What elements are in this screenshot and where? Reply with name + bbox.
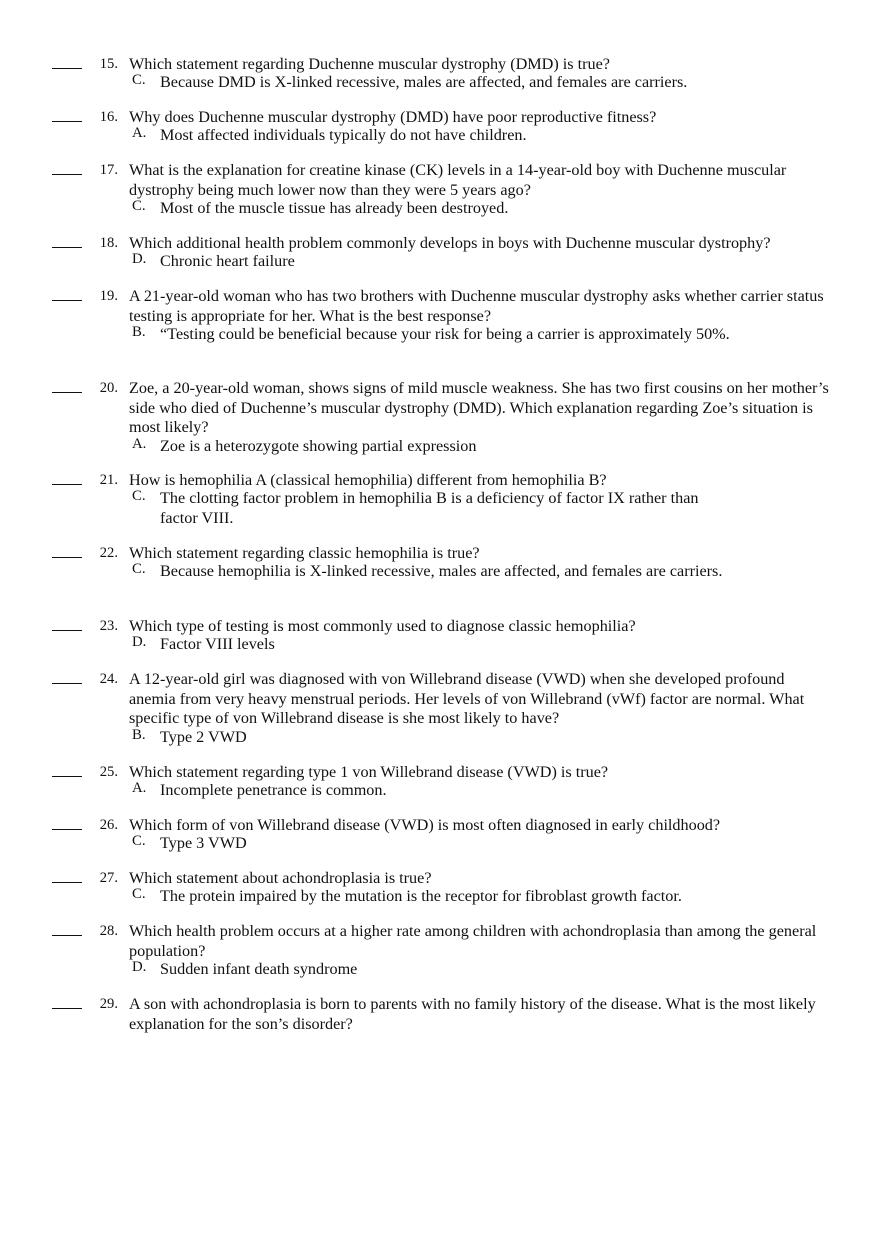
answer-line bbox=[0, 834, 880, 854]
question-26 bbox=[0, 816, 880, 852]
answer-blank[interactable] bbox=[52, 869, 82, 883]
answer-blank[interactable] bbox=[52, 816, 82, 830]
question-stem: How is hemophilia A (classical hemophilia) different from hemophilia B? bbox=[129, 471, 607, 489]
question-stem: What is the explanation for creatine kinase (CK) levels in a 14-year-old boy with Duchenne muscular dystrophy being much lower now than they were 5 years ago? bbox=[129, 161, 787, 199]
question-17 bbox=[0, 161, 880, 217]
answer-line bbox=[0, 73, 880, 93]
question-stem: A 12-year-old girl was diagnosed with von Willebrand disease (VWD) when she developed profound anemia from very heavy menstrual periods. Her levels of von Willebrand (vWf) factor are normal. What specific type of von Willebrand disease is she most likely to have? bbox=[129, 670, 805, 727]
question-stem: Which additional health problem commonly develops in boys with Duchenne muscular dystrophy? bbox=[129, 234, 771, 252]
question-28 bbox=[0, 922, 880, 978]
answer-text: “Testing could be beneficial because your risk for being a carrier is approximately 50%. bbox=[160, 325, 730, 343]
answer-letter: D. bbox=[132, 251, 147, 267]
answer-letter: D. bbox=[132, 959, 147, 975]
question-number: 15. bbox=[99, 56, 118, 72]
question-number: 22. bbox=[99, 545, 118, 561]
question-stem: Why does Duchenne muscular dystrophy (DMD) have poor reproductive fitness? bbox=[129, 108, 657, 126]
answer-line bbox=[0, 728, 880, 748]
question-stem: A 21-year-old woman who has two brothers with Duchenne muscular dystrophy asks whether carrier status testing is appropriate for her. What is the best response? bbox=[129, 287, 824, 325]
question-number: 17. bbox=[99, 162, 118, 178]
question-stem: Which statement regarding type 1 von Willebrand disease (VWD) is true? bbox=[129, 763, 609, 781]
answer-letter: A. bbox=[132, 125, 147, 141]
answer-line bbox=[0, 199, 880, 219]
question-stem: Which statement regarding classic hemophilia is true? bbox=[129, 544, 480, 562]
question-27 bbox=[0, 869, 880, 905]
answer-text: Factor VIII levels bbox=[160, 635, 275, 653]
answer-text: Zoe is a heterozygote showing partial expression bbox=[160, 437, 477, 455]
answer-line bbox=[0, 960, 880, 980]
answer-line bbox=[0, 635, 880, 655]
answer-letter: A. bbox=[132, 436, 147, 452]
question-stem: Zoe, a 20-year-old woman, shows signs of mild muscle weakness. She has two first cousins on her mother’s side who died of Duchenne’s muscular dystrophy (DMD). Which explanation regarding Zoe’s situation is most likely? bbox=[129, 379, 829, 436]
answer-blank[interactable] bbox=[52, 379, 82, 393]
question-number: 26. bbox=[99, 817, 118, 833]
question-15 bbox=[0, 55, 880, 91]
answer-line bbox=[0, 252, 880, 272]
question-21 bbox=[0, 471, 880, 527]
question-stem: Which statement regarding Duchenne muscular dystrophy (DMD) is true? bbox=[129, 55, 610, 73]
question-23 bbox=[0, 617, 880, 653]
answer-line bbox=[0, 562, 880, 582]
question-20 bbox=[0, 379, 880, 455]
answer-blank[interactable] bbox=[52, 55, 82, 69]
question-22 bbox=[0, 544, 880, 580]
answer-blank[interactable] bbox=[52, 161, 82, 175]
answer-letter: C. bbox=[132, 198, 146, 214]
question-number: 24. bbox=[99, 671, 118, 687]
answer-letter: B. bbox=[132, 727, 146, 743]
answer-text: Because DMD is X-linked recessive, males are affected, and females are carriers. bbox=[160, 73, 688, 91]
answer-blank[interactable] bbox=[52, 287, 82, 301]
answer-text: Most of the muscle tissue has already been destroyed. bbox=[160, 199, 509, 217]
answer-letter: C. bbox=[132, 561, 146, 577]
answer-letter: C. bbox=[132, 72, 146, 88]
question-number: 28. bbox=[99, 923, 118, 939]
question-number: 25. bbox=[99, 764, 118, 780]
answer-blank[interactable] bbox=[52, 544, 82, 558]
answer-line bbox=[0, 887, 880, 907]
question-number: 29. bbox=[99, 996, 118, 1012]
answer-letter: C. bbox=[132, 886, 146, 902]
answer-text: Incomplete penetrance is common. bbox=[160, 781, 387, 799]
answer-blank[interactable] bbox=[52, 995, 82, 1009]
answer-letter: A. bbox=[132, 780, 147, 796]
answer-blank[interactable] bbox=[52, 922, 82, 936]
question-number: 16. bbox=[99, 109, 118, 125]
question-25 bbox=[0, 763, 880, 799]
question-stem: Which form of von Willebrand disease (VWD) is most often diagnosed in early childhood? bbox=[129, 816, 721, 834]
answer-letter: C. bbox=[132, 488, 146, 504]
answer-letter: C. bbox=[132, 833, 146, 849]
question-number: 19. bbox=[99, 288, 118, 304]
question-16 bbox=[0, 108, 880, 144]
question-stem: Which health problem occurs at a higher rate among children with achondroplasia than among the general population? bbox=[129, 922, 817, 960]
answer-text: Most affected individuals typically do not have children. bbox=[160, 126, 527, 144]
question-stem: Which statement about achondroplasia is true? bbox=[129, 869, 432, 887]
question-number: 18. bbox=[99, 235, 118, 251]
answer-blank[interactable] bbox=[52, 471, 82, 485]
answer-text: Because hemophilia is X-linked recessive, males are affected, and females are carriers. bbox=[160, 562, 723, 580]
question-number: 20. bbox=[99, 380, 118, 396]
answer-line bbox=[0, 325, 880, 345]
question-number: 27. bbox=[99, 870, 118, 886]
answer-blank[interactable] bbox=[52, 670, 82, 684]
answer-text: Type 3 VWD bbox=[160, 834, 247, 852]
answer-blank[interactable] bbox=[52, 108, 82, 122]
answer-blank[interactable] bbox=[52, 617, 82, 631]
question-24 bbox=[0, 670, 880, 746]
question-stem: A son with achondroplasia is born to parents with no family history of the disease. What is the most likely explanation for the son’s disorder? bbox=[129, 995, 816, 1033]
answer-line bbox=[0, 126, 880, 146]
answer-text: Type 2 VWD bbox=[160, 728, 247, 746]
answer-text: Sudden infant death syndrome bbox=[160, 960, 358, 978]
answer-text: The protein impaired by the mutation is the receptor for fibroblast growth factor. bbox=[160, 887, 682, 905]
answer-text: The clotting factor problem in hemophilia B is a deficiency of factor IX rather than factor VIII. bbox=[160, 489, 699, 527]
answer-letter: D. bbox=[132, 634, 147, 650]
question-19 bbox=[0, 287, 880, 343]
answer-line bbox=[0, 437, 880, 457]
answer-letter: B. bbox=[132, 324, 146, 340]
question-stem: Which type of testing is most commonly used to diagnose classic hemophilia? bbox=[129, 617, 636, 635]
answer-text: Chronic heart failure bbox=[160, 252, 295, 270]
question-number: 21. bbox=[99, 472, 118, 488]
answer-line bbox=[0, 781, 880, 801]
question-number: 23. bbox=[99, 618, 118, 634]
question-18 bbox=[0, 234, 880, 270]
answer-blank[interactable] bbox=[52, 763, 82, 777]
answer-blank[interactable] bbox=[52, 234, 82, 248]
answer-line bbox=[0, 489, 880, 528]
